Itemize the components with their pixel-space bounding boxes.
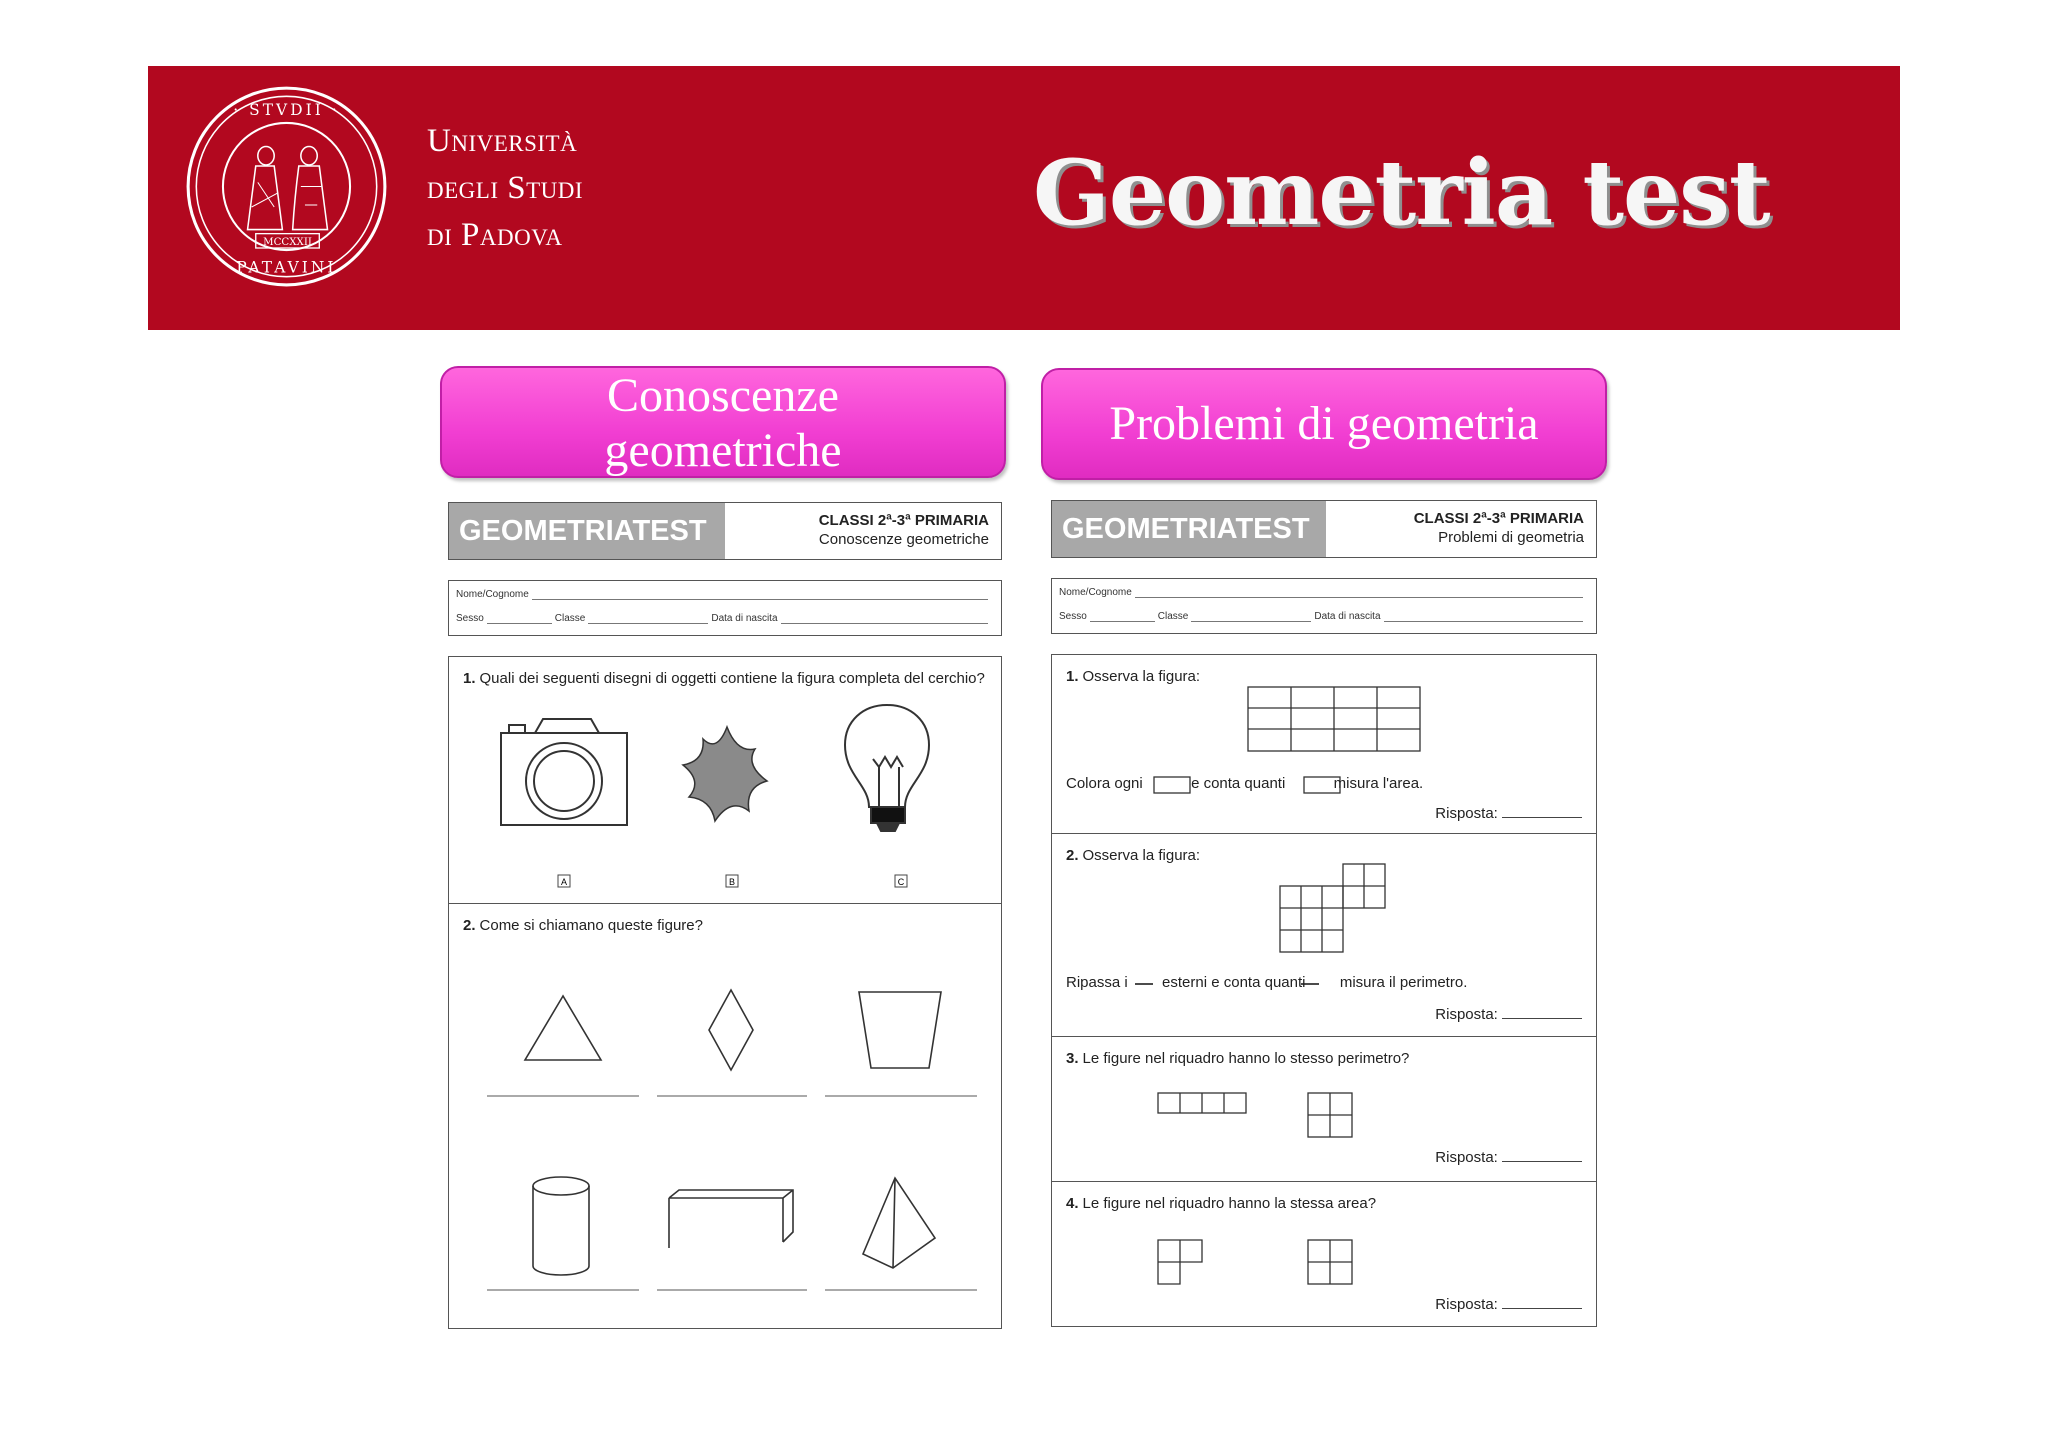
worksheet-conoscenze <box>448 502 1002 1329</box>
option-a[interactable]: A <box>560 877 568 887</box>
worksheet-header <box>1051 500 1597 558</box>
worksheet-classes: CLASSI 2ª-3ª PRIMARIA <box>1413 510 1584 527</box>
instruction-part: esterni e conta quanti <box>1162 974 1306 991</box>
worksheet-brand: GEOMETRIATEST <box>1052 501 1326 557</box>
instruction-part: Ripassa i <box>1066 974 1128 991</box>
option-b[interactable]: B <box>728 877 736 887</box>
question-number: 1. <box>1066 668 1079 685</box>
instruction-text <box>1066 775 1423 792</box>
details-row <box>456 613 991 624</box>
answer-label: Risposta: <box>1435 805 1498 822</box>
section-label-problemi: Problemi di geometria <box>1041 368 1607 480</box>
questions-box <box>448 656 1002 1329</box>
question-1 <box>449 657 1001 903</box>
worksheet-classes: CLASSI 2ª-3ª PRIMARIA <box>818 512 989 529</box>
question-body: Osserva la figura: <box>1082 847 1201 864</box>
details-row <box>1059 611 1586 622</box>
question-body: Le figure nel riquadro hanno la stessa area? <box>1082 1195 1377 1212</box>
birth-date-field[interactable] <box>1384 611 1583 622</box>
answer-row <box>1435 1006 1582 1023</box>
question-number: 2. <box>463 917 476 934</box>
name-row <box>1059 587 1586 598</box>
question-4 <box>1052 1181 1596 1326</box>
answer-label: Risposta: <box>1435 1296 1498 1313</box>
question-number: 4. <box>1066 1195 1079 1212</box>
triangle-icon <box>525 996 601 1060</box>
instruction-part: e conta quanti <box>1191 775 1286 792</box>
answer-label: Risposta: <box>1435 1006 1498 1023</box>
class-field[interactable] <box>1191 611 1311 622</box>
question-2-figures <box>449 904 1003 1328</box>
answer-row <box>1435 1149 1582 1166</box>
birth-date-label: Data di nascita <box>711 613 778 624</box>
student-info-box <box>1051 578 1597 634</box>
answer-row <box>1435 1296 1582 1313</box>
student-info-box <box>448 580 1002 636</box>
class-label: Classe <box>1157 611 1189 622</box>
answer-field[interactable] <box>1502 1149 1582 1162</box>
answer-label: Risposta: <box>1435 1149 1498 1166</box>
answer-field[interactable] <box>1502 1006 1582 1019</box>
questions-box <box>1051 654 1597 1327</box>
instruction-part: Colora ogni <box>1066 775 1143 792</box>
camera-icon <box>501 719 627 825</box>
svg-text:· STVDII ·: · STVDII · <box>233 100 340 119</box>
university-name-line: Università <box>427 123 578 159</box>
question-body: Come si chiamano queste figure? <box>479 917 703 934</box>
prism-icon <box>669 1190 793 1248</box>
name-field[interactable] <box>1135 587 1583 598</box>
worksheet-subtitle: Conoscenze geometriche <box>818 531 989 548</box>
answer-row <box>1435 805 1582 822</box>
question-body: Quali dei seguenti disegni di oggetti contiene la figura completa del cerchio? <box>479 670 985 687</box>
instruction-part: misura l'area. <box>1333 775 1424 792</box>
name-label: Nome/Cognome <box>1059 587 1132 598</box>
worksheet-header-info <box>819 511 989 549</box>
worksheet-header <box>448 502 1002 560</box>
sex-label: Sesso <box>1059 611 1087 622</box>
lightbulb-icon <box>845 705 929 831</box>
question-2 <box>1052 833 1596 1036</box>
sex-field[interactable] <box>487 613 552 624</box>
instruction-text <box>1066 974 1467 991</box>
sex-field[interactable] <box>1090 611 1155 622</box>
section-label-conoscenze <box>440 366 1006 478</box>
answer-field[interactable] <box>1502 805 1582 818</box>
rhombus-icon <box>709 990 753 1070</box>
question-1-figures <box>449 657 1003 903</box>
svg-text:MCCXXII: MCCXXII <box>263 235 312 248</box>
instruction-part: misura il perimetro. <box>1339 974 1468 991</box>
name-label: Nome/Cognome <box>456 589 529 600</box>
worksheet-brand: GEOMETRIATEST <box>449 503 725 559</box>
university-name-line: degli Studi <box>427 170 584 206</box>
university-seal-icon <box>184 84 389 289</box>
worksheet-header-info <box>1414 509 1584 547</box>
trapezoid-icon <box>859 992 941 1068</box>
star-icon <box>683 727 767 821</box>
cylinder-icon <box>533 1177 589 1275</box>
question-3 <box>1052 1036 1596 1181</box>
header-banner <box>148 66 1900 330</box>
sex-label: Sesso <box>456 613 484 624</box>
name-field[interactable] <box>532 589 988 600</box>
question-2 <box>449 903 1001 1328</box>
question-number: 2. <box>1066 847 1079 864</box>
answer-field[interactable] <box>1502 1296 1582 1309</box>
option-c[interactable]: C <box>897 877 905 887</box>
section-label-line: geometriche <box>604 424 842 477</box>
question-body: Le figure nel riquadro hanno lo stesso perimetro? <box>1082 1050 1410 1067</box>
name-row <box>456 589 991 600</box>
question-1 <box>1052 655 1596 833</box>
class-field[interactable] <box>588 613 708 624</box>
university-name-line: di Padova <box>427 217 563 253</box>
svg-text:PATAVINI: PATAVINI <box>236 258 337 277</box>
birth-date-field[interactable] <box>781 613 988 624</box>
question-body: Osserva la figura: <box>1082 668 1201 685</box>
question-number: 1. <box>463 670 476 687</box>
pyramid-icon <box>863 1178 935 1268</box>
birth-date-label: Data di nascita <box>1314 611 1381 622</box>
class-label: Classe <box>554 613 586 624</box>
worksheet-problemi <box>1051 500 1597 1327</box>
worksheet-subtitle: Problemi di geometria <box>1438 529 1584 546</box>
page-title: Geometria test <box>1033 140 1770 246</box>
university-name <box>427 118 583 259</box>
section-label-line: Conoscenze <box>607 369 839 422</box>
question-number: 3. <box>1066 1050 1079 1067</box>
